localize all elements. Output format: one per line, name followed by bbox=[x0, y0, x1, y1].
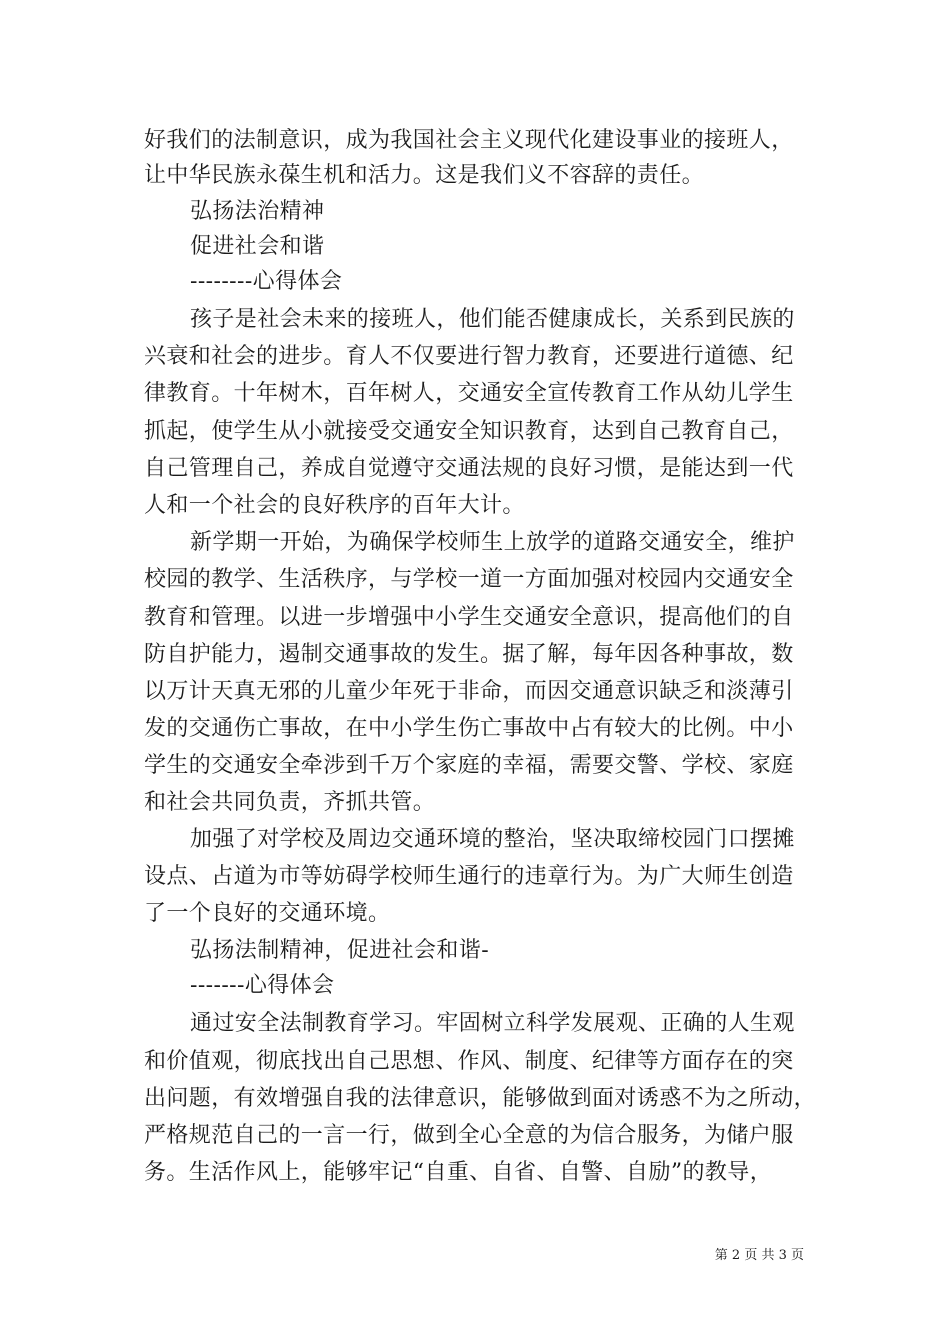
body-line: 了一个良好的交通环境。 bbox=[144, 901, 391, 926]
heading-line: 弘扬法治精神 bbox=[190, 199, 325, 224]
body-line: 发的交通伤亡事故，在中小学生伤亡事故中占有较大的比例。中小 bbox=[144, 716, 794, 741]
body-line: 校园的教学、生活秩序，与学校一道一方面加强对校园内交通安全 bbox=[144, 567, 794, 592]
heading-line: 促进社会和谐 bbox=[190, 234, 325, 259]
body-line: 设点、占道为市等妨碍学校师生通行的违章行为。为广大师生创造 bbox=[144, 864, 794, 889]
body-line: 律教育。十年树木，百年树人，交通安全宣传教育工作从幼儿学生 bbox=[144, 381, 794, 406]
body-line: 和价值观，彻底找出自己思想、作风、制度、纪律等方面存在的突 bbox=[144, 1049, 794, 1074]
body-line: 兴衰和社会的进步。育人不仅要进行智力教育，还要进行道德、纪 bbox=[144, 344, 794, 369]
body-line: 让中华民族永葆生机和活力。这是我们义不容辞的责任。 bbox=[144, 163, 705, 188]
body-line: 务。生活作风上，能够牢记“自重、自省、自警、自励”的教导， bbox=[144, 1160, 773, 1185]
body-line: 抓起，使学生从小就接受交通安全知识教育，达到自己教育自己， bbox=[144, 419, 794, 444]
subheading-line: -------心得体会 bbox=[190, 973, 335, 998]
body-line: 和社会共同负责，齐抓共管。 bbox=[144, 790, 436, 815]
subheading-line: --------心得体会 bbox=[190, 269, 343, 294]
body-line: 以万计天真无邪的儿童少年死于非命，而因交通意识缺乏和淡薄引 bbox=[144, 679, 794, 704]
body-line: 自己管理自己，养成自觉遵守交通法规的良好习惯，是能达到一代 bbox=[144, 456, 794, 481]
body-line: 严格规范自己的一言一行，做到全心全意的为信合服务，为储户服 bbox=[144, 1123, 794, 1148]
heading-line: 弘扬法制精神，促进社会和谐- bbox=[190, 938, 490, 963]
body-line: 人和一个社会的良好秩序的百年大计。 bbox=[144, 493, 525, 518]
body-line: 学生的交通安全牵涉到千万个家庭的幸福，需要交警、学校、家庭 bbox=[144, 753, 794, 778]
body-line: 出问题，有效增强自我的法律意识，能够做到面对诱惑不为之所动， bbox=[144, 1086, 817, 1111]
body-line: 通过安全法制教育学习。牢固树立科学发展观、正确的人生观 bbox=[190, 1011, 795, 1036]
body-line: 孩子是社会未来的接班人，他们能否健康成长，关系到民族的 bbox=[190, 307, 795, 332]
body-line: 新学期一开始，为确保学校师生上放学的道路交通安全，维护 bbox=[190, 530, 795, 555]
page-number-footer: 第 2 页 共 3 页 bbox=[714, 1248, 804, 1263]
body-line: 防自护能力，遏制交通事故的发生。据了解，每年因各种事故，数 bbox=[144, 642, 794, 667]
body-line: 加强了对学校及周边交通环境的整治，坚决取缔校园门口摆摊 bbox=[190, 827, 795, 852]
body-line: 教育和管理。以进一步增强中小学生交通安全意识，提高他们的自 bbox=[144, 605, 794, 630]
body-line: 好我们的法制意识，成为我国社会主义现代化建设事业的接班人， bbox=[144, 128, 794, 153]
